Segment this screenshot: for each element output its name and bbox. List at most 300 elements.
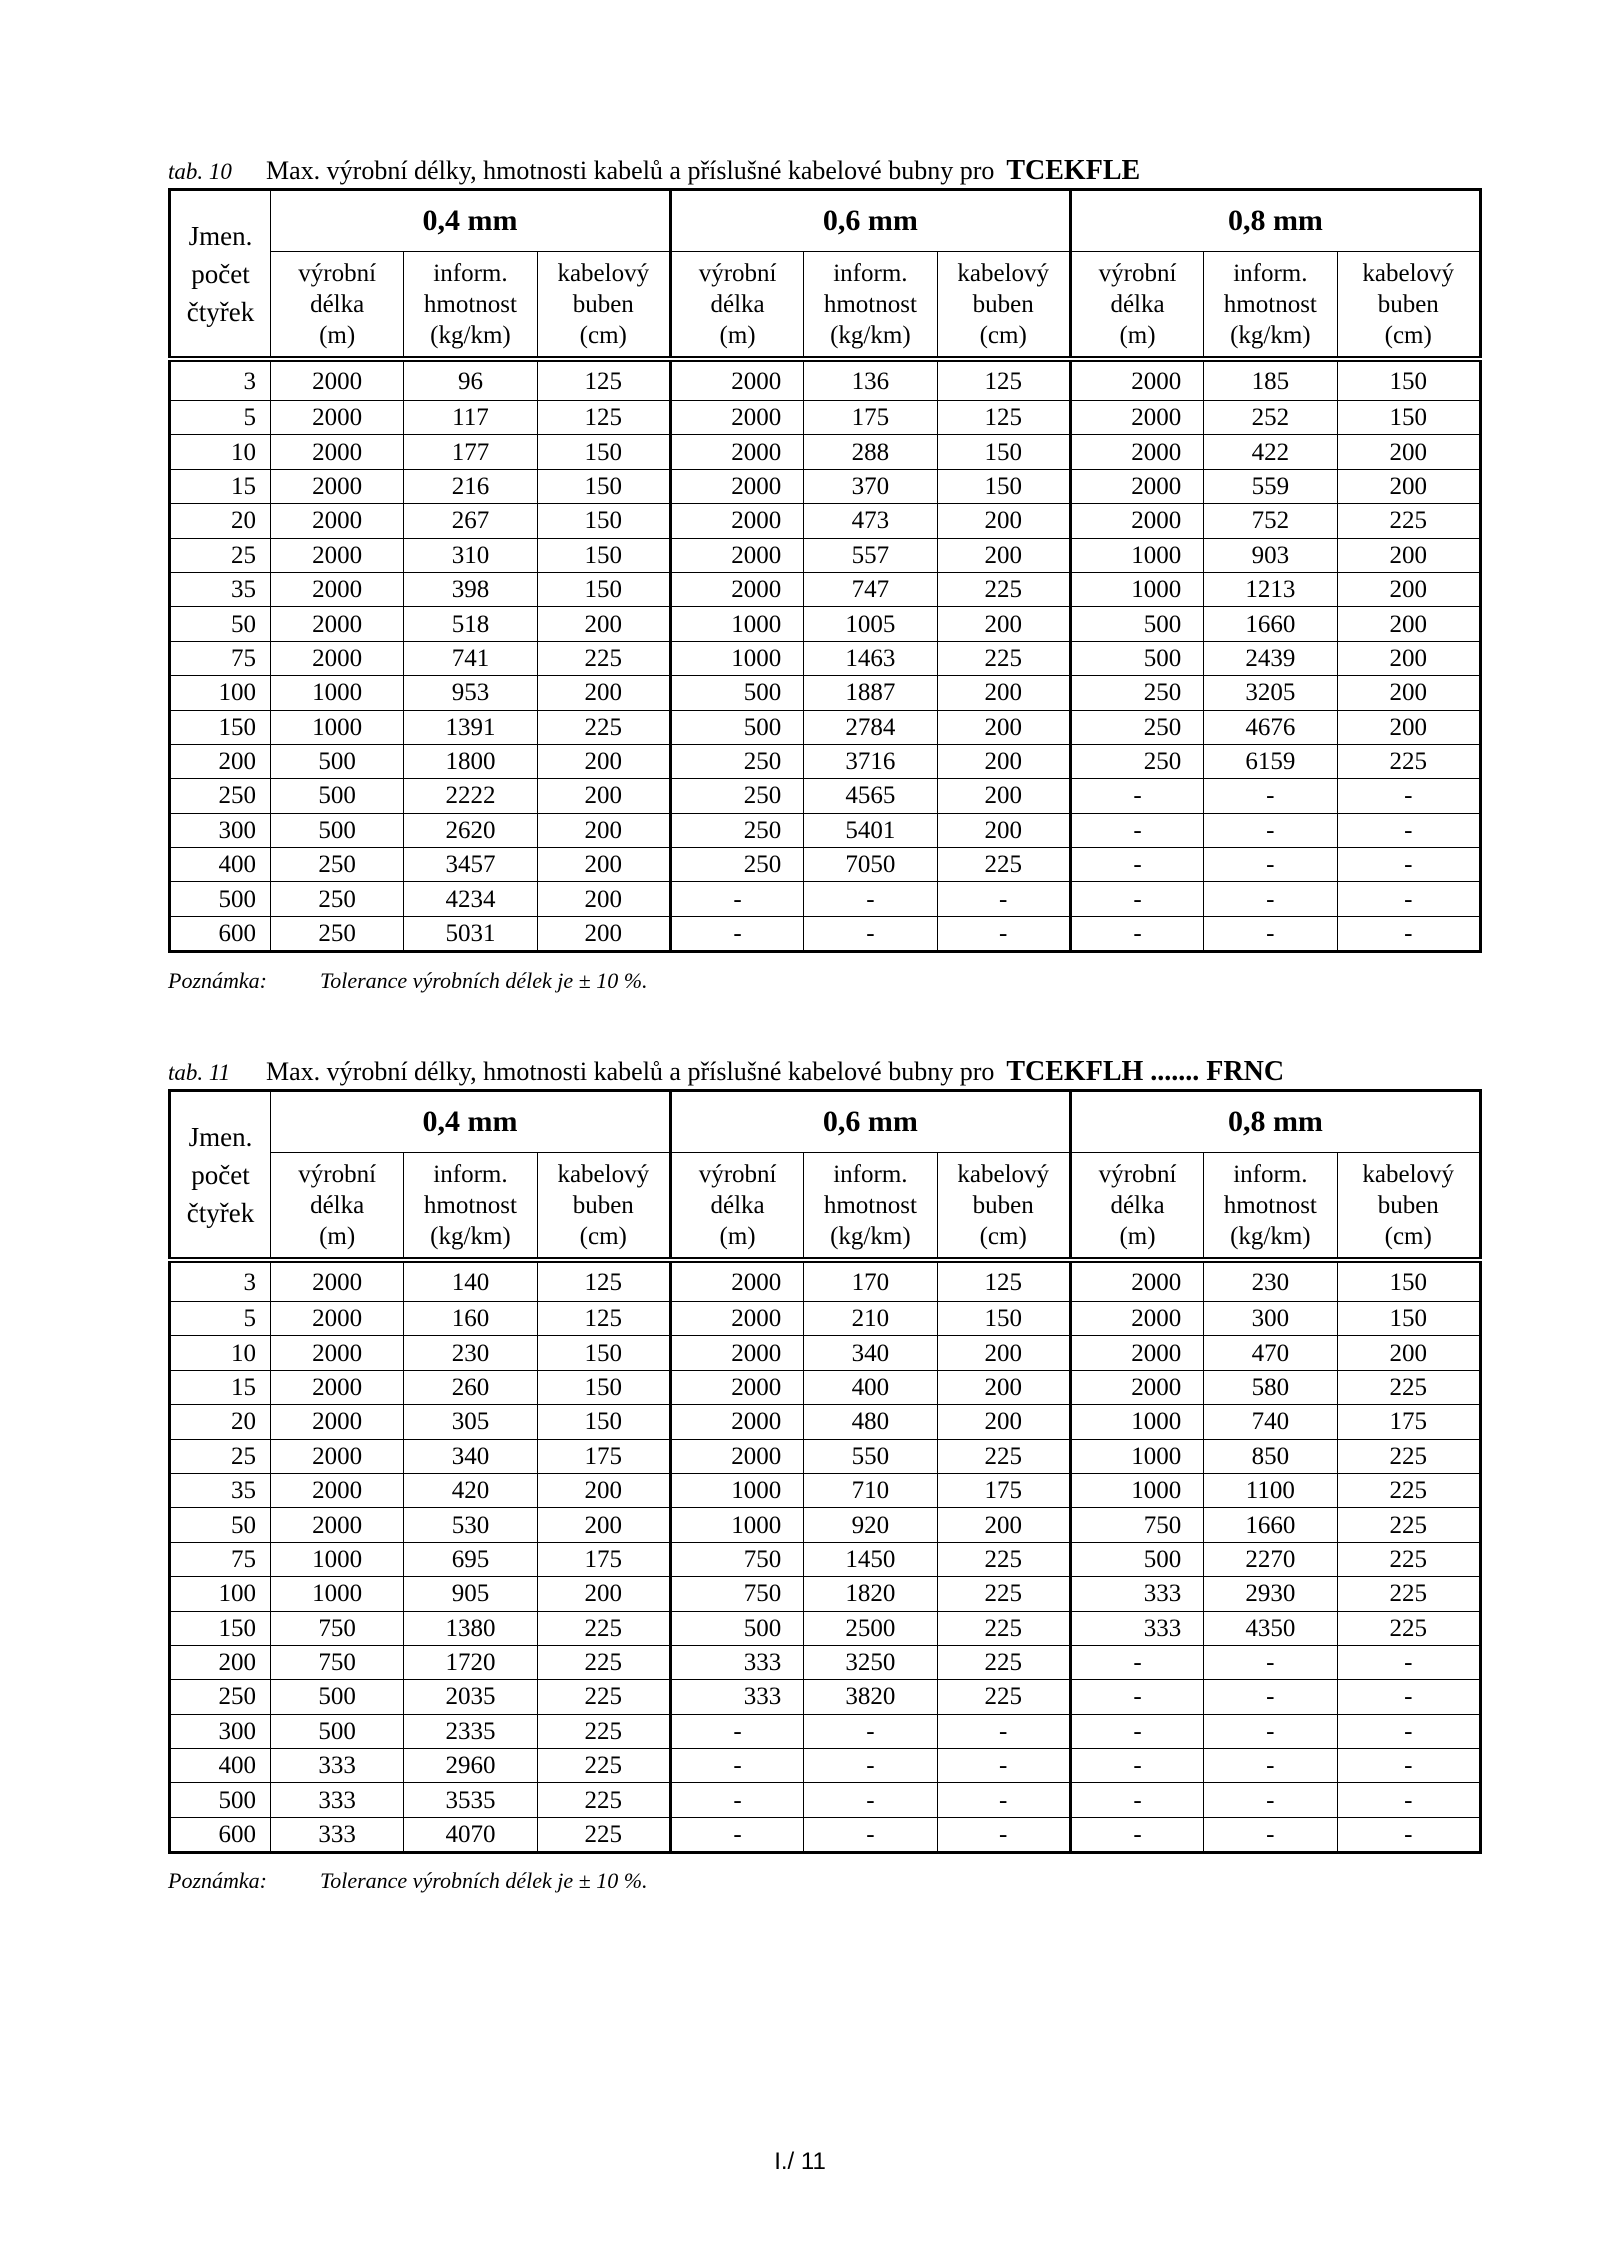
table-cell: -	[1337, 1783, 1481, 1817]
table-cell: 903	[1204, 538, 1337, 572]
table-cell: 175	[537, 1542, 670, 1576]
header-line: inform.	[433, 259, 508, 287]
table-row	[170, 1542, 1481, 1576]
table-cell: 200	[537, 676, 670, 710]
table-cell: 200	[937, 1370, 1070, 1404]
table-cell: 2000	[270, 607, 403, 641]
table-cell: 1000	[1070, 1405, 1203, 1439]
table-cell: 117	[404, 401, 537, 435]
cell-pair-count: 100	[170, 676, 271, 710]
table-cell: 140	[404, 1260, 537, 1302]
cell-pair-count: 250	[170, 779, 271, 813]
table-cell: 500	[1070, 1542, 1203, 1576]
header-line: hmotnost	[1223, 290, 1317, 318]
table-cell: 150	[1337, 359, 1481, 401]
table-cell: 1005	[804, 607, 937, 641]
table-cell: -	[1337, 882, 1481, 916]
table-cell: -	[937, 1714, 1070, 1748]
table-cell: 150	[1337, 401, 1481, 435]
table-cell: 4676	[1204, 710, 1337, 744]
table-cell: -	[1070, 813, 1203, 847]
table-cell: 1000	[670, 1473, 803, 1507]
table-row	[170, 1439, 1481, 1473]
table-cell: 2000	[270, 1336, 403, 1370]
table-cell: 2000	[1070, 469, 1203, 503]
note-label: Poznámka:	[168, 968, 267, 993]
table-cell: -	[670, 882, 803, 916]
table-cell: 250	[670, 779, 803, 813]
header-pair-count	[170, 190, 271, 360]
table-cell: 2620	[404, 813, 537, 847]
table-cell: 267	[404, 504, 537, 538]
table-cell: 200	[937, 1508, 1070, 1542]
header-line: čtyřek	[186, 1197, 255, 1228]
header-line: (kg/km)	[1230, 321, 1311, 349]
table-cell: 150	[537, 1405, 670, 1439]
table-row	[170, 1749, 1481, 1783]
table-cell: 398	[404, 572, 537, 606]
table-cell: 305	[404, 1405, 537, 1439]
table-cell: 333	[1070, 1577, 1203, 1611]
cable-table-10	[168, 188, 1482, 953]
header-line: kabelový	[557, 259, 650, 287]
table-cell: 200	[1337, 1336, 1481, 1370]
table-cell: 2270	[1204, 1542, 1337, 1576]
table-cell: -	[937, 1817, 1070, 1852]
table-cell: 2000	[270, 1302, 403, 1336]
table-cell: 125	[537, 1302, 670, 1336]
header-group-diameter: 0,6 mm	[670, 1091, 1070, 1153]
table-cell: 225	[937, 1611, 1070, 1645]
table-cell: -	[1070, 848, 1203, 882]
header-line: (m)	[319, 321, 356, 349]
table-cell: -	[670, 1783, 803, 1817]
header-group-diameter: 0,4 mm	[270, 190, 670, 252]
table-cell: 125	[937, 1260, 1070, 1302]
table-cell: 200	[1337, 538, 1481, 572]
table-row	[170, 1714, 1481, 1748]
table-cell: 400	[804, 1370, 937, 1404]
table-cell: 225	[1337, 1542, 1481, 1576]
table-cell: 225	[1337, 1439, 1481, 1473]
header-line: (kg/km)	[430, 1222, 511, 1250]
header-subcolumn	[270, 252, 403, 360]
cell-pair-count: 10	[170, 1336, 271, 1370]
table-cell: 2035	[404, 1680, 537, 1714]
table-cell: 470	[1204, 1336, 1337, 1370]
table-cell: 3250	[804, 1645, 937, 1679]
table-cell: 953	[404, 676, 537, 710]
table-cell: 6159	[1204, 744, 1337, 778]
table-cell: -	[1070, 916, 1203, 951]
table-row	[170, 401, 1481, 435]
table-cell: 225	[937, 1645, 1070, 1679]
header-line: (kg/km)	[1230, 1222, 1311, 1250]
header-line: inform.	[1233, 1160, 1308, 1188]
table-row	[170, 1680, 1481, 1714]
table-cell: 473	[804, 504, 937, 538]
table-cell: 200	[537, 1508, 670, 1542]
table-11-caption	[168, 1056, 1488, 1089]
table-cell: 210	[804, 1302, 937, 1336]
table-cell: 150	[537, 572, 670, 606]
header-line: kabelový	[1362, 259, 1455, 287]
cell-pair-count: 5	[170, 401, 271, 435]
table-cell: 1000	[1070, 572, 1203, 606]
cell-pair-count: 100	[170, 1577, 271, 1611]
table-cell: 150	[537, 538, 670, 572]
table-cell: 1887	[804, 676, 937, 710]
table-cell: 2000	[670, 1260, 803, 1302]
table-cell: -	[1337, 1817, 1481, 1852]
table-cell: 500	[1070, 607, 1203, 641]
header-line: výrobní	[1098, 259, 1177, 287]
table-cell: 250	[1070, 676, 1203, 710]
table-cell: 225	[1337, 504, 1481, 538]
header-subcolumn	[670, 252, 803, 360]
table-cell: 500	[1070, 641, 1203, 675]
table-cell: 225	[537, 1714, 670, 1748]
table-row	[170, 779, 1481, 813]
header-line: kabelový	[957, 259, 1050, 287]
header-pair-count	[170, 1091, 271, 1261]
table-cell: -	[1337, 848, 1481, 882]
table-cell: 4565	[804, 779, 937, 813]
table-row	[170, 744, 1481, 778]
header-line: hmotnost	[423, 1191, 517, 1219]
table-cell: 250	[1070, 710, 1203, 744]
cell-pair-count: 400	[170, 1749, 271, 1783]
table-cell: -	[670, 1749, 803, 1783]
table-cell: 200	[537, 882, 670, 916]
table-cell: 500	[270, 1714, 403, 1748]
table-cell: 150	[937, 1302, 1070, 1336]
header-line: buben	[972, 1191, 1034, 1219]
table-cell: 750	[1070, 1508, 1203, 1542]
table-cell: 3535	[404, 1783, 537, 1817]
table-row	[170, 848, 1481, 882]
header-subcolumn	[1337, 1153, 1481, 1261]
header-line: (m)	[1119, 321, 1156, 349]
header-subcolumn	[804, 1153, 937, 1261]
table-cell: 2000	[670, 1370, 803, 1404]
table-cell: 200	[537, 848, 670, 882]
table-cell: 1660	[1204, 1508, 1337, 1542]
header-line: Jmen.	[188, 1121, 253, 1152]
cell-pair-count: 50	[170, 607, 271, 641]
table-cell: -	[1204, 916, 1337, 951]
table-cell: 175	[937, 1473, 1070, 1507]
header-subcolumn	[937, 1153, 1070, 1261]
table-cell: 500	[270, 744, 403, 778]
table-cell: 200	[537, 1577, 670, 1611]
table-row	[170, 435, 1481, 469]
table-cell: 225	[937, 1542, 1070, 1576]
table-cell: 260	[404, 1370, 537, 1404]
table-cell: 2000	[270, 572, 403, 606]
table-cell: 2000	[1070, 359, 1203, 401]
header-line: hmotnost	[823, 1191, 917, 1219]
table-cell: 200	[937, 538, 1070, 572]
table-cell: 1463	[804, 641, 937, 675]
table-cell: -	[1337, 916, 1481, 951]
table-cell: 125	[937, 401, 1070, 435]
table-cell: -	[937, 1749, 1070, 1783]
table-cell: 200	[937, 676, 1070, 710]
header-subcolumn	[1070, 252, 1203, 360]
table-cell: 920	[804, 1508, 937, 1542]
table-cell: 1000	[670, 641, 803, 675]
cell-pair-count: 150	[170, 710, 271, 744]
table-row	[170, 1783, 1481, 1817]
table-cell: 1000	[670, 607, 803, 641]
header-subcolumn	[404, 252, 537, 360]
header-line: výrobní	[298, 1160, 377, 1188]
header-subcolumn	[270, 1153, 403, 1261]
table-cell: 2000	[270, 359, 403, 401]
table-cell: 125	[937, 359, 1070, 401]
table-row	[170, 1508, 1481, 1542]
table-cell: 2000	[270, 504, 403, 538]
cell-pair-count: 35	[170, 572, 271, 606]
table-cell: 225	[537, 1611, 670, 1645]
table-cell: 2335	[404, 1714, 537, 1748]
header-line: Jmen.	[188, 220, 253, 251]
header-line: (m)	[719, 1222, 756, 1250]
table-row	[170, 1260, 1481, 1302]
table-row	[170, 676, 1481, 710]
product-name: TCEKFLH ....... FRNC	[1006, 1056, 1285, 1087]
table-cell: 4234	[404, 882, 537, 916]
cell-pair-count: 500	[170, 882, 271, 916]
table-cell: -	[1204, 779, 1337, 813]
table-cell: 480	[804, 1405, 937, 1439]
cell-pair-count: 15	[170, 1370, 271, 1404]
table-cell: 225	[937, 1439, 1070, 1473]
table-cell: -	[1070, 1645, 1203, 1679]
table-row	[170, 813, 1481, 847]
table-cell: 2000	[1070, 401, 1203, 435]
table-cell: 216	[404, 469, 537, 503]
table-cell: 177	[404, 435, 537, 469]
table-cell: 225	[1337, 744, 1481, 778]
table-cell: 200	[937, 504, 1070, 538]
table-cell: 150	[537, 435, 670, 469]
table-cell: 150	[537, 504, 670, 538]
cell-pair-count: 20	[170, 504, 271, 538]
table-cell: 230	[404, 1336, 537, 1370]
table-cell: 550	[804, 1439, 937, 1473]
header-line: (m)	[319, 1222, 356, 1250]
table-cell: 170	[804, 1260, 937, 1302]
table-cell: 2000	[270, 401, 403, 435]
table-cell: 2000	[670, 538, 803, 572]
table-row	[170, 1817, 1481, 1852]
table-cell: 530	[404, 1508, 537, 1542]
table-cell: -	[1337, 1645, 1481, 1679]
table-cell: -	[1204, 882, 1337, 916]
header-subcolumn	[1337, 252, 1481, 360]
table-cell: -	[1204, 1749, 1337, 1783]
table-cell: 300	[1204, 1302, 1337, 1336]
table-cell: 150	[1337, 1302, 1481, 1336]
table-cell: 2439	[1204, 641, 1337, 675]
table-cell: 2000	[270, 1260, 403, 1302]
table-cell: 200	[937, 607, 1070, 641]
table-cell: 225	[537, 1783, 670, 1817]
table-cell: 1450	[804, 1542, 937, 1576]
table-cell: 1000	[270, 710, 403, 744]
table-cell: 2000	[670, 1336, 803, 1370]
table-cell: 500	[670, 676, 803, 710]
table-cell: 2000	[670, 504, 803, 538]
table-cell: 2000	[670, 572, 803, 606]
cable-table-11	[168, 1089, 1482, 1854]
header-line: (cm)	[579, 321, 627, 349]
table-cell: 96	[404, 359, 537, 401]
table-cell: -	[1337, 1749, 1481, 1783]
table-cell: 2000	[270, 435, 403, 469]
table-cell: 125	[537, 401, 670, 435]
table-cell: 1660	[1204, 607, 1337, 641]
table-cell: 200	[537, 916, 670, 951]
table-cell: 740	[1204, 1405, 1337, 1439]
table-row	[170, 710, 1481, 744]
table-cell: -	[1337, 1714, 1481, 1748]
table-cell: 225	[1337, 1508, 1481, 1542]
header-subcolumn	[1204, 1153, 1337, 1261]
header-line: výrobní	[1098, 1160, 1177, 1188]
table-cell: 1720	[404, 1645, 537, 1679]
table-cell: 2000	[670, 401, 803, 435]
table-cell: 500	[270, 1680, 403, 1714]
table-cell: 225	[1337, 1611, 1481, 1645]
table-cell: 2000	[270, 641, 403, 675]
table-cell: 2000	[270, 1370, 403, 1404]
header-line: inform.	[833, 259, 908, 287]
table-cell: 2000	[1070, 1336, 1203, 1370]
table-cell: 225	[1337, 1577, 1481, 1611]
header-line: výrobní	[698, 1160, 777, 1188]
header-line: inform.	[1233, 259, 1308, 287]
table-cell: 1000	[1070, 1439, 1203, 1473]
header-line: (cm)	[579, 1222, 627, 1250]
table-cell: 252	[1204, 401, 1337, 435]
header-subcolumn	[937, 252, 1070, 360]
table-cell: 250	[670, 744, 803, 778]
table-cell: 2000	[270, 469, 403, 503]
table-cell: 2000	[270, 538, 403, 572]
note-text: Tolerance výrobních délek je ± 10 %.	[320, 968, 648, 993]
table-cell: 3457	[404, 848, 537, 882]
table-row	[170, 882, 1481, 916]
table-number: tab. 11	[168, 1060, 231, 1085]
header-line: délka	[310, 290, 365, 318]
header-line: délka	[710, 1191, 765, 1219]
table-cell: 500	[670, 1611, 803, 1645]
header-line: (cm)	[1384, 1222, 1432, 1250]
table-row	[170, 1302, 1481, 1336]
cell-pair-count: 500	[170, 1783, 271, 1817]
table-cell: -	[1070, 1714, 1203, 1748]
cell-pair-count: 600	[170, 1817, 271, 1852]
header-line: (cm)	[1384, 321, 1432, 349]
table-row	[170, 469, 1481, 503]
table-cell: 200	[1337, 710, 1481, 744]
caption-text: Max. výrobní délky, hmotnosti kabelů a příslušné kabelové bubny pro	[266, 1057, 995, 1086]
table-cell: -	[804, 1817, 937, 1852]
table-cell: 200	[1337, 641, 1481, 675]
header-line: hmotnost	[423, 290, 517, 318]
cell-pair-count: 10	[170, 435, 271, 469]
caption-text: Max. výrobní délky, hmotnosti kabelů a příslušné kabelové bubny pro	[266, 156, 995, 185]
header-subcolumn	[670, 1153, 803, 1261]
table-cell: 2000	[270, 1439, 403, 1473]
table-cell: 225	[1337, 1473, 1481, 1507]
table-row	[170, 1336, 1481, 1370]
table-cell: 5401	[804, 813, 937, 847]
table-cell: 200	[937, 779, 1070, 813]
table-row	[170, 1473, 1481, 1507]
cell-pair-count: 3	[170, 1260, 271, 1302]
header-line: čtyřek	[186, 296, 255, 327]
table-cell: -	[804, 1714, 937, 1748]
table-cell: 2000	[1070, 1302, 1203, 1336]
table-cell: 370	[804, 469, 937, 503]
table-cell: 150	[537, 1336, 670, 1370]
table-cell: 850	[1204, 1439, 1337, 1473]
table-cell: 175	[537, 1439, 670, 1473]
header-line: buben	[972, 290, 1034, 318]
table-cell: 3205	[1204, 676, 1337, 710]
table-cell: -	[804, 916, 937, 951]
table-cell: 225	[537, 710, 670, 744]
header-subcolumn	[537, 252, 670, 360]
table-cell: 200	[537, 813, 670, 847]
cell-pair-count: 600	[170, 916, 271, 951]
table-row	[170, 916, 1481, 951]
table-cell: 333	[1070, 1611, 1203, 1645]
cell-pair-count: 300	[170, 1714, 271, 1748]
table-cell: 225	[937, 848, 1070, 882]
table-cell: 2000	[670, 435, 803, 469]
table-cell: 150	[937, 435, 1070, 469]
table-cell: 150	[537, 469, 670, 503]
table-cell: 2000	[270, 1473, 403, 1507]
header-group-diameter: 0,6 mm	[670, 190, 1070, 252]
table-cell: 1000	[270, 676, 403, 710]
cell-pair-count: 5	[170, 1302, 271, 1336]
table-cell: 333	[270, 1783, 403, 1817]
table-cell: 1213	[1204, 572, 1337, 606]
cell-pair-count: 200	[170, 1645, 271, 1679]
table-cell: 1380	[404, 1611, 537, 1645]
cell-pair-count: 300	[170, 813, 271, 847]
table-cell: -	[1204, 1714, 1337, 1748]
table-cell: 5031	[404, 916, 537, 951]
table-cell: 2000	[1070, 1370, 1203, 1404]
table-cell: 1100	[1204, 1473, 1337, 1507]
table-cell: 695	[404, 1542, 537, 1576]
table-cell: 200	[937, 710, 1070, 744]
table-11-note	[168, 1868, 648, 1894]
table-row	[170, 607, 1481, 641]
header-line: výrobní	[698, 259, 777, 287]
header-line: buben	[572, 290, 634, 318]
table-cell: 250	[270, 916, 403, 951]
header-subcolumn	[404, 1153, 537, 1261]
table-cell: 710	[804, 1473, 937, 1507]
